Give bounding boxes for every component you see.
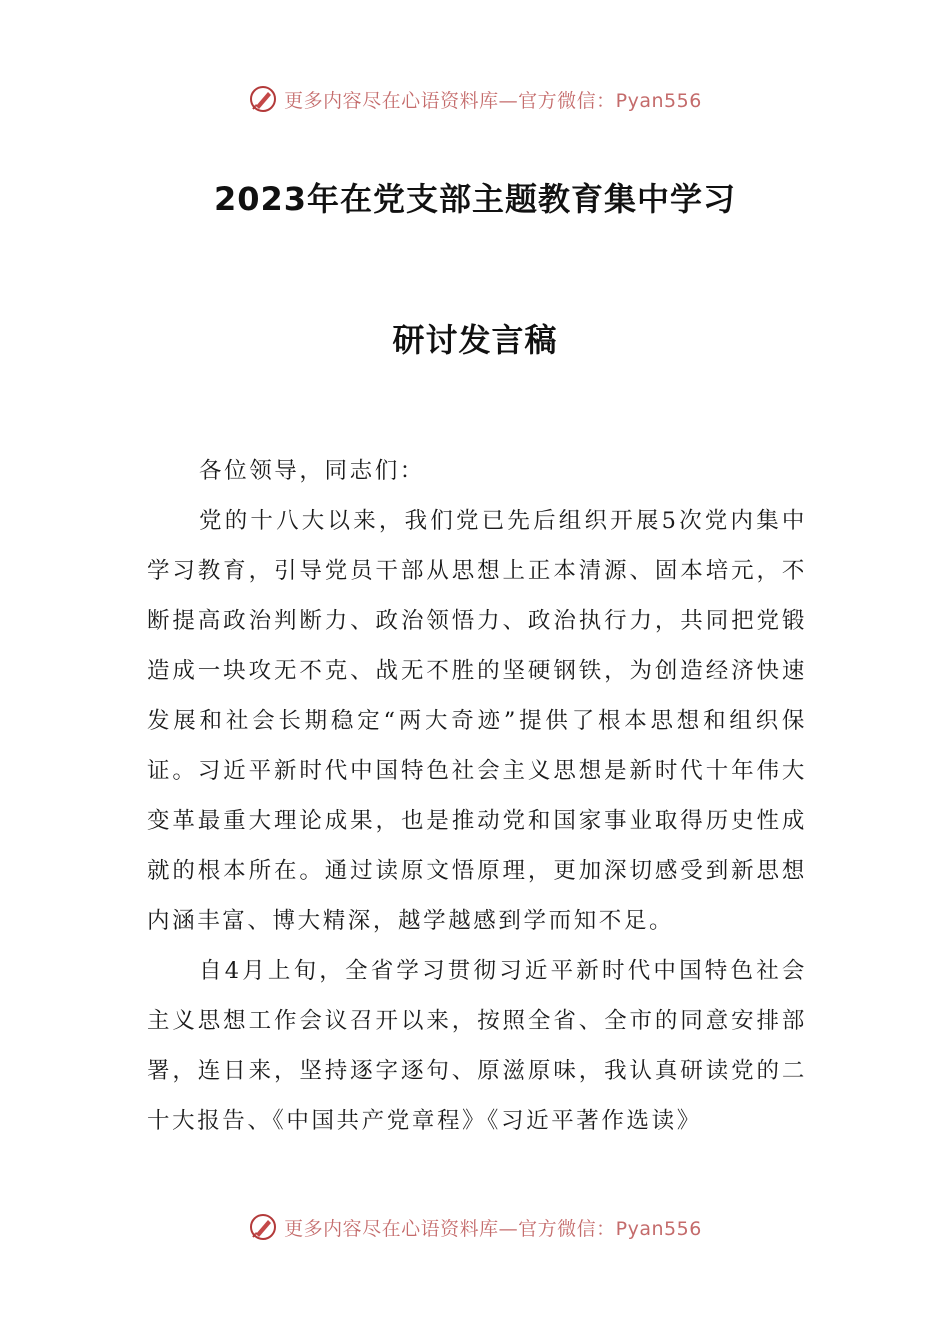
watermark-text: 更多内容尽在心语资料库— [284, 1217, 519, 1240]
watermark-wechat: 官方微信：Pyan556 [518, 89, 702, 112]
document-body [147, 446, 807, 1146]
document-title-line2: 研讨发言稿 [392, 321, 558, 359]
document-title-line1: 2023年在党支部主题教育集中学习 [213, 180, 737, 218]
watermark-wechat: 官方微信：Pyan556 [518, 1217, 702, 1240]
footer-watermark [0, 1212, 950, 1242]
pen-logo-icon [248, 1212, 278, 1242]
salutation-paragraph: 各位领导，同志们： [199, 458, 425, 484]
header-watermark [0, 84, 950, 114]
watermark-text: 更多内容尽在心语资料库— [284, 89, 519, 112]
pen-logo-icon [248, 84, 278, 114]
body-paragraph-2: 自4月上旬，全省学习贯彻习近平新时代中国特色社会主义思想工作会议召开以来，按照全省、全市的同意安排部署，连日来，坚持逐字逐句、原滋原味，我认真研读党的二十大报告、《中国共产党章程》《习近平著作选读》 [147, 958, 807, 1134]
body-paragraph-1: 党的十八大以来，我们党已先后组织开展5次党内集中学习教育，引导党员干部从思想上正本清源、固本培元，不断提高政治判断力、政治领悟力、政治执行力，共同把党锻造成一块攻无不克、战无不胜的坚硬钢铁，为创造经济快速发展和社会长期稳定“两大奇迹”提供了根本思想和组织保证。习近平新时代中国特色社会主义思想是新时代十年伟大变革最重大理论成果，也是推动党和国家事业取得历史性成就的根本所在。通过读原文悟原理，更加深切感受到新思想内涵丰富、博大精深，越学越感到学而知不足。 [147, 508, 807, 934]
